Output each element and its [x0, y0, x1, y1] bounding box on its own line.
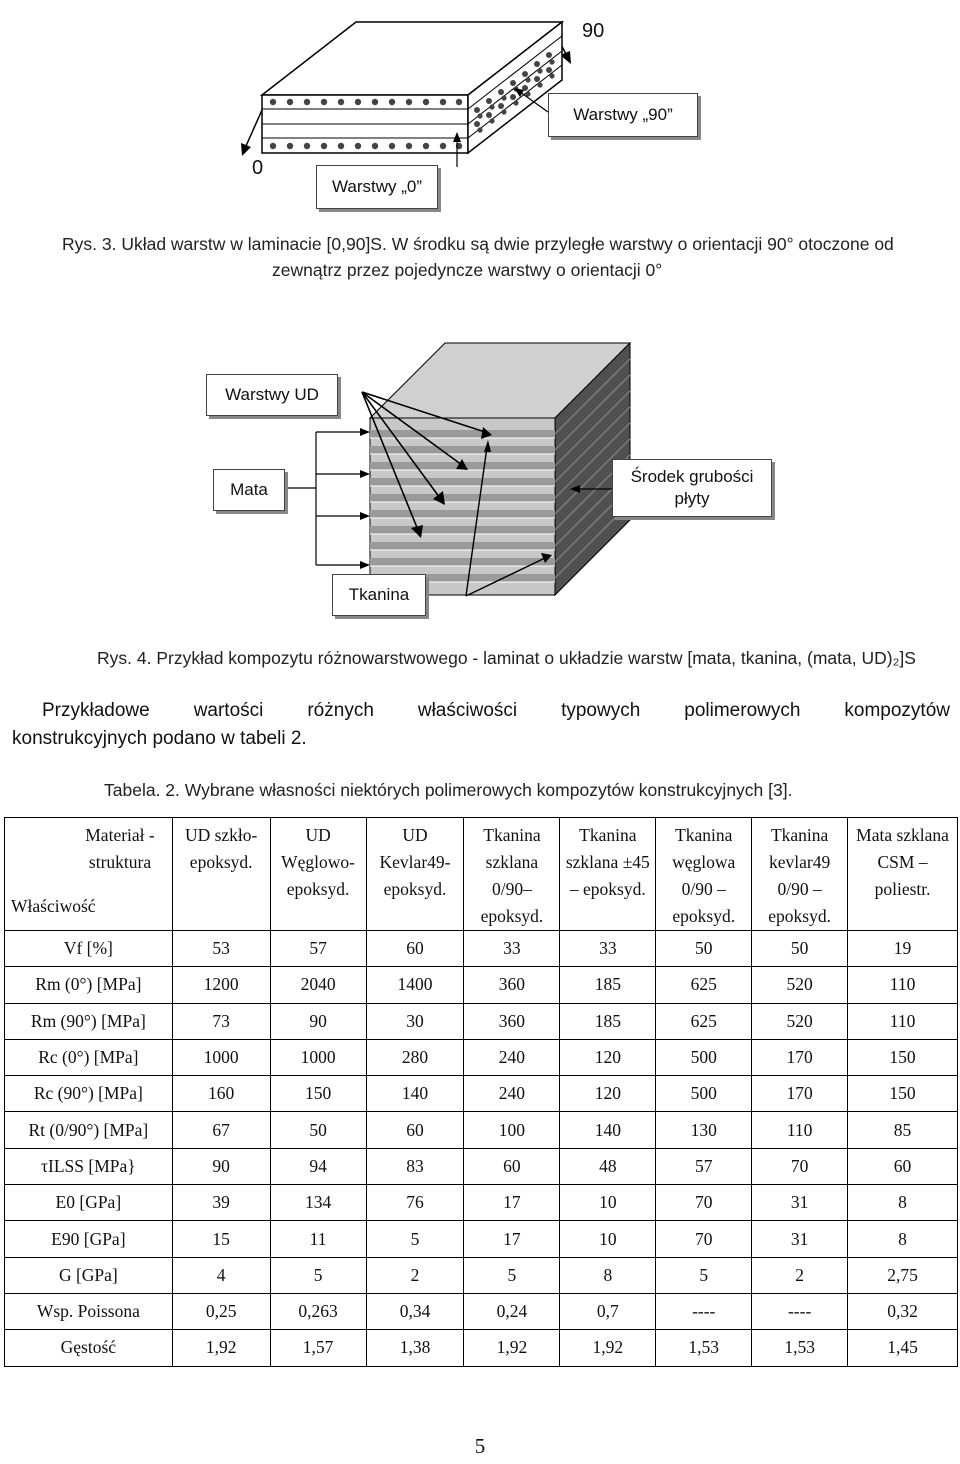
table-cell: 500	[656, 1076, 752, 1112]
table-cell: 100	[464, 1112, 560, 1148]
row-label: τILSS [MPa}	[5, 1148, 173, 1184]
table-cell: 160	[172, 1076, 270, 1112]
table-cell: 19	[848, 931, 958, 967]
table-cell: 1,38	[366, 1330, 464, 1366]
table-cell: 17	[464, 1185, 560, 1221]
table-cell: 76	[366, 1185, 464, 1221]
properties-table	[4, 817, 958, 1367]
table-row	[5, 1003, 958, 1039]
row-label: Wsp. Poissona	[5, 1293, 173, 1329]
table-row	[5, 1330, 958, 1366]
label-box-warstwy-ud: Warstwy UD	[206, 374, 338, 416]
table-row	[5, 1148, 958, 1184]
row-label: E0 [GPa]	[5, 1185, 173, 1221]
table-cell: 4	[172, 1257, 270, 1293]
table-cell: 8	[848, 1221, 958, 1257]
column-header: Tkanina węglowa 0/90 – epoksyd.	[656, 818, 752, 931]
label-box-mata: Mata	[213, 469, 285, 511]
table-cell: 15	[172, 1221, 270, 1257]
table-cell: 0,24	[464, 1293, 560, 1329]
table-cell: 1,92	[464, 1330, 560, 1366]
column-header: Tkanina kevlar49 0/90 – epoksyd.	[752, 818, 848, 931]
table-cell: 120	[560, 1039, 656, 1075]
page-number: 5	[474, 1434, 486, 1458]
table-cell: ----	[656, 1293, 752, 1329]
table-cell: 2	[752, 1257, 848, 1293]
table-cell: 33	[464, 931, 560, 967]
table-cell: 1,53	[752, 1330, 848, 1366]
column-header: Tkanina szklana ±45 – epoksyd.	[560, 818, 656, 931]
table-cell: 150	[270, 1076, 366, 1112]
table-cell: 5	[366, 1221, 464, 1257]
table-cell: 150	[848, 1039, 958, 1075]
table-cell: 134	[270, 1185, 366, 1221]
table-row	[5, 931, 958, 967]
table-cell: 17	[464, 1221, 560, 1257]
table-corner-header	[5, 818, 173, 931]
table-cell: 60	[366, 1112, 464, 1148]
row-label: Rc (0°) [MPa]	[5, 1039, 173, 1075]
row-label: Rm (90°) [MPa]	[5, 1003, 173, 1039]
corner-header-property: Właściwość	[11, 896, 96, 916]
table-cell: 5	[270, 1257, 366, 1293]
table-cell: 90	[172, 1148, 270, 1184]
table-cell: 2,75	[848, 1257, 958, 1293]
table-row	[5, 967, 958, 1003]
table-cell: 240	[464, 1039, 560, 1075]
table-cell: 31	[752, 1221, 848, 1257]
table-cell: 39	[172, 1185, 270, 1221]
column-header: UD Kevlar49-epoksyd.	[366, 818, 464, 931]
row-label: Vf [%]	[5, 931, 173, 967]
table-cell: 1,92	[560, 1330, 656, 1366]
table-cell: 73	[172, 1003, 270, 1039]
table-cell: 120	[560, 1076, 656, 1112]
table-cell: 8	[848, 1185, 958, 1221]
column-header: UD Węglowo-epoksyd.	[270, 818, 366, 931]
row-label: G [GPa]	[5, 1257, 173, 1293]
table-cell: 10	[560, 1221, 656, 1257]
table-row	[5, 1112, 958, 1148]
table-cell: 70	[656, 1221, 752, 1257]
intro-paragraph-line-1: Przykładowe wartości różnych właściwości typowych polimerowych kompozytów	[42, 700, 950, 721]
table-row	[5, 1221, 958, 1257]
row-label: E90 [GPa]	[5, 1221, 173, 1257]
table-cell: 130	[656, 1112, 752, 1148]
table-cell: 1000	[270, 1039, 366, 1075]
table-cell: 240	[464, 1076, 560, 1112]
table-row	[5, 1076, 958, 1112]
label-box-tkanina: Tkanina	[332, 574, 426, 616]
row-label: Rc (90°) [MPa]	[5, 1076, 173, 1112]
intro-paragraph	[12, 697, 950, 753]
table-cell: 0,263	[270, 1293, 366, 1329]
table-cell: 1000	[172, 1039, 270, 1075]
table-cell: 60	[848, 1148, 958, 1184]
column-header: UD szkło-epoksyd.	[172, 818, 270, 931]
table-cell: 500	[656, 1039, 752, 1075]
corner-header-material: Materiał - struktura	[85, 825, 155, 872]
table-cell: ----	[752, 1293, 848, 1329]
table-cell: 0,34	[366, 1293, 464, 1329]
table-cell: 185	[560, 1003, 656, 1039]
table-cell: 360	[464, 1003, 560, 1039]
table-cell: 1200	[172, 967, 270, 1003]
table-cell: 50	[752, 931, 848, 967]
label-box-warstwy-90: Warstwy „90”	[548, 93, 698, 137]
table-cell: 0,32	[848, 1293, 958, 1329]
table-row	[5, 1185, 958, 1221]
table-cell: 150	[848, 1076, 958, 1112]
table-cell: 1,57	[270, 1330, 366, 1366]
table-cell: 2040	[270, 967, 366, 1003]
table-cell: 31	[752, 1185, 848, 1221]
table-cell: 48	[560, 1148, 656, 1184]
table-cell: 625	[656, 967, 752, 1003]
table-row	[5, 1257, 958, 1293]
table-cell: 53	[172, 931, 270, 967]
table-cell: 50	[656, 931, 752, 967]
table-cell: 185	[560, 967, 656, 1003]
table-cell: 5	[656, 1257, 752, 1293]
table-cell: 60	[464, 1148, 560, 1184]
table-cell: 520	[752, 967, 848, 1003]
table-cell: 280	[366, 1039, 464, 1075]
table-cell: 1,53	[656, 1330, 752, 1366]
table-cell: 60	[366, 931, 464, 967]
axis-label-90: 90	[582, 20, 605, 42]
column-header: Tkanina szklana 0/90– epoksyd.	[464, 818, 560, 931]
table-cell: 67	[172, 1112, 270, 1148]
table-cell: 170	[752, 1076, 848, 1112]
table-cell: 140	[366, 1076, 464, 1112]
table-header-row	[5, 818, 958, 931]
table-cell: 70	[752, 1148, 848, 1184]
table-cell: 0,7	[560, 1293, 656, 1329]
table-cell: 33	[560, 931, 656, 967]
axis-label-0: 0	[252, 157, 264, 179]
table-cell: 11	[270, 1221, 366, 1257]
table-cell: 94	[270, 1148, 366, 1184]
table-caption: Tabela. 2. Wybrane własności niektórych polimerowych kompozytów konstrukcyjnych [3].	[104, 780, 793, 800]
table-cell: 625	[656, 1003, 752, 1039]
table-cell: 1400	[366, 967, 464, 1003]
table-cell: 5	[464, 1257, 560, 1293]
table-cell: 50	[270, 1112, 366, 1148]
figure-4-multilayer-diagram	[0, 320, 960, 630]
table-cell: 360	[464, 967, 560, 1003]
label-box-warstwy-0: Warstwy „0”	[316, 165, 438, 209]
table-body	[5, 931, 958, 1367]
table-cell: 1,92	[172, 1330, 270, 1366]
table-cell: 57	[656, 1148, 752, 1184]
table-cell: 110	[848, 1003, 958, 1039]
table-cell: 2	[366, 1257, 464, 1293]
label-box-srodek-grubosci: Środek grubości płyty	[612, 459, 772, 517]
table-cell: 70	[656, 1185, 752, 1221]
row-label: Gęstość	[5, 1330, 173, 1366]
table-cell: 1,45	[848, 1330, 958, 1366]
figure-3-caption-line-2: zewnątrz przez pojedyncze warstwy o orientacji 0°	[272, 260, 663, 280]
table-cell: 170	[752, 1039, 848, 1075]
table-cell: 0,25	[172, 1293, 270, 1329]
column-header: Mata szklana CSM – poliestr.	[848, 818, 958, 931]
table-cell: 30	[366, 1003, 464, 1039]
figure-4-caption: Rys. 4. Przykład kompozytu różnowarstwowego - laminat o układzie warstw [mata, tkanina, (mata, UD)₂]S	[97, 648, 916, 668]
table-cell: 57	[270, 931, 366, 967]
table-cell: 140	[560, 1112, 656, 1148]
table-row	[5, 1293, 958, 1329]
figure-3-laminate-diagram	[0, 0, 960, 230]
table-cell: 110	[848, 967, 958, 1003]
figure-3-caption-line-1: Rys. 3. Układ warstw w laminacie [0,90]S. W środku są dwie przyległe warstwy o orientacji 90° otoczone od	[62, 234, 894, 254]
table-cell: 90	[270, 1003, 366, 1039]
row-label: Rm (0°) [MPa]	[5, 967, 173, 1003]
table-cell: 110	[752, 1112, 848, 1148]
table-cell: 520	[752, 1003, 848, 1039]
table-cell: 85	[848, 1112, 958, 1148]
table-cell: 10	[560, 1185, 656, 1221]
table-row	[5, 1039, 958, 1075]
intro-paragraph-line-2: konstrukcyjnych podano w tabeli 2.	[12, 728, 307, 749]
table-cell: 8	[560, 1257, 656, 1293]
table-cell: 83	[366, 1148, 464, 1184]
row-label: Rt (0/90°) [MPa]	[5, 1112, 173, 1148]
